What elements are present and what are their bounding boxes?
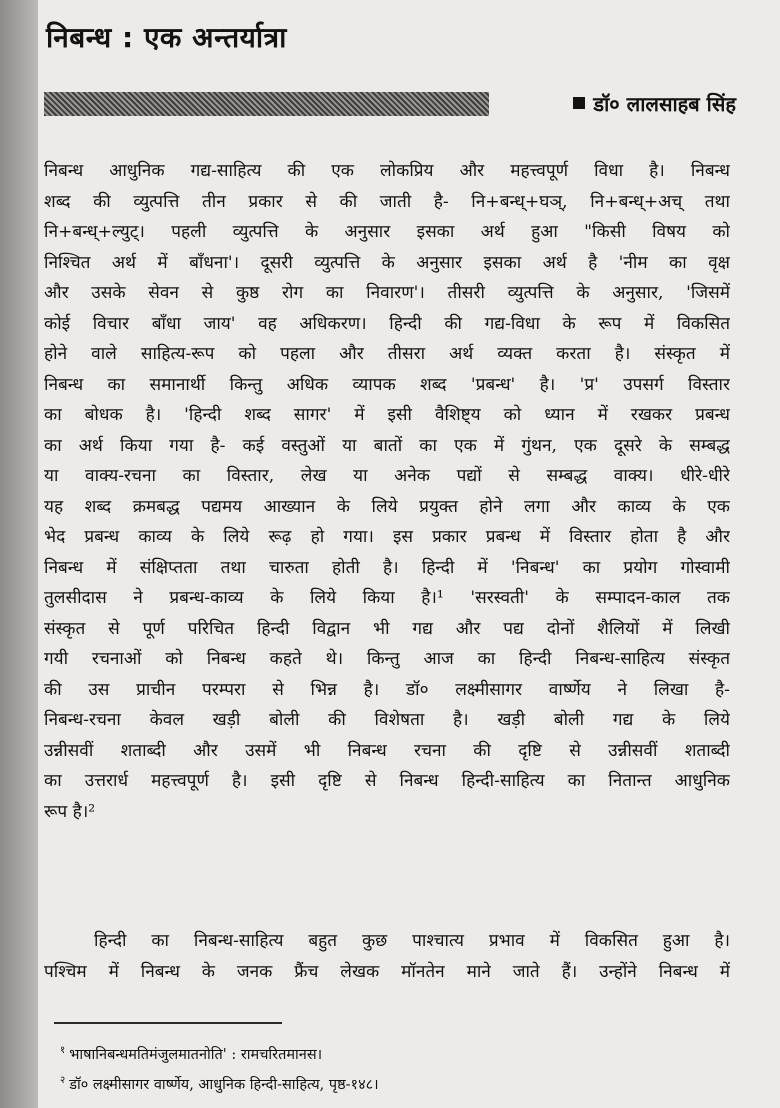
footnote-number: २ [60,1075,66,1086]
text-line: निबन्ध आधुनिक गद्य-साहित्य की एक लोकप्रिय और महत्त्वपूर्ण विधा है। निबन्ध [44,161,730,181]
text-line: तुलसीदास ने प्रबन्ध-काव्य के लिये किया है।¹ 'सरस्वती' के सम्पादन-काल तक [44,588,730,608]
text-line: भेद प्रबन्ध काव्य के लिये रूढ़ हो गया। इस प्रकार प्रबन्ध में विस्तार होता है और [44,527,730,547]
decorative-hatch-bar [44,92,489,116]
text-line: संस्कृत से पूर्ण परिचित हिन्दी विद्वान भी गद्य और पद्य दोनों शैलियों में लिखी [44,618,730,639]
author-byline [496,88,736,118]
text-line: निबन्ध का समानार्थी किन्तु अधिक व्यापक शब्द 'प्रबन्ध' है। 'प्र' उपसर्ग विस्तार [44,374,730,395]
text-line: शब्द की व्युत्पत्ति तीन प्रकार से की जाती है- नि+बन्ध्+घञ्, नि+बन्ध्+अच् तथा [44,191,730,212]
square-bullet-icon [573,97,585,109]
paragraph-1 [44,156,730,827]
text-line: होने वाले साहित्य-रूप को पहला और तीसरा अर्थ व्यक्त करता है। संस्कृत में [44,344,730,364]
footnote-number: १ [60,1045,66,1056]
author-name: डॉ० लालसाहब सिंह [593,91,736,116]
article-title: निबन्ध : एक अन्तर्यात्रा [46,21,287,54]
text-line: का उत्तरार्ध महत्त्वपूर्ण है। इसी दृष्टि से निबन्ध हिन्दी-साहित्य का नितान्त आधुनिक [44,771,730,791]
footnote-divider [54,1022,282,1024]
text-line: निबन्ध-रचना केवल खड़ी बोली की विशेषता है। खड़ी बोली गद्य के लिये [44,710,730,730]
text-line: नि+बन्ध्+ल्युट्। पहली व्युत्पत्ति के अनुसार इसका अर्थ हुआ "किसी विषय को [44,222,730,242]
footnote-1 [60,1036,660,1066]
text-line: का अर्थ किया गया है- कई वस्तुओं या बातों का एक में गुंथन, एक दूसरे के सम्बद्ध [44,435,730,456]
text-line: गयी रचनाओं को निबन्ध कहते थे। किन्तु आज का हिन्दी निबन्ध-साहित्य संस्कृत [44,649,730,669]
text-line: हिन्दी का निबन्ध-साहित्य बहुत कुछ पाश्चात्य प्रभाव में विकसित हुआ है। [94,931,730,951]
footnotes [60,1036,660,1096]
book-spine-shadow [0,0,38,1108]
text-line: निबन्ध में संक्षिप्तता तथा चारुता होती है। हिन्दी में 'निबन्ध' का प्रयोग गोस्वामी [44,557,730,578]
footnote-text: भाषानिबन्धमतिमंजुलमातनोति' : रामचरितमानस। [69,1046,323,1063]
text-line: कोई विचार बाँधा जाय' वह अधिकरण। हिन्दी की गद्य-विधा के रूप में विकसित [44,313,730,334]
text-line: का बोधक है। 'हिन्दी शब्द सागर' में इसी वैशिष्ट्य को ध्यान में रखकर प्रबन्ध [44,405,730,425]
text-line: और उसके सेवन से कुष्ठ रोग का निवारण'। तीसरी व्युत्पत्ति के अनुसार, 'जिसमें [44,283,730,303]
text-line: पश्चिम में निबन्ध के जनक फ्रैंच लेखक मॉनतेन माने जाते हैं। उन्होंने निबन्ध में [44,961,730,982]
footnote-text: डॉ० लक्ष्मीसागर वार्ष्णेय, आधुनिक हिन्दी-साहित्य, पृष्ठ-१४८। [69,1076,379,1093]
text-line: रूप है।² [44,801,96,822]
paragraph-2 [44,926,730,987]
footnote-2 [60,1066,660,1096]
text-line: या वाक्य-रचना का विस्तार, लेख या अनेक पद्यों से सम्बद्ध वाक्य। धीरे-धीरे [44,466,730,486]
text-line: निश्चित अर्थ में बाँधना'। दूसरी व्युत्पत्ति के अनुसार इसका अर्थ है 'नीम का वृक्ष [44,252,730,273]
text-line: उन्नीसवीं शताब्दी और उसमें भी निबन्ध रचना की दृष्टि से उन्नीसवीं शताब्दी [44,740,730,761]
text-line: की उस प्राचीन परम्परा से भिन्न है। डॉ० लक्ष्मीसागर वार्ष्णेय ने लिखा है- [44,679,730,700]
text-line: यह शब्द क्रमबद्ध पद्यमय आख्यान के लिये प्रयुक्त होने लगा और काव्य के एक [44,496,730,517]
